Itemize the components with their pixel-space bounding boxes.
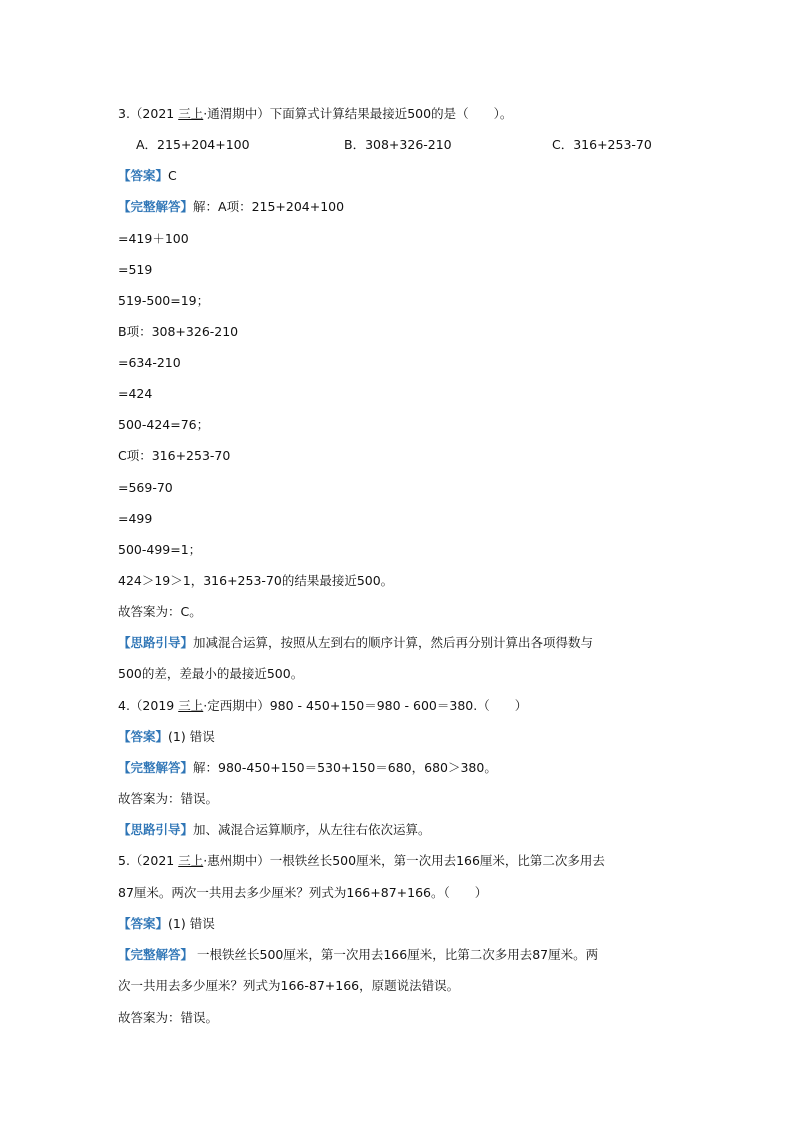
solution-label: 【完整解答】 [118,199,194,214]
q4-hint: 【思路引导】加、减混合运算顺序，从左往右依次运算。 [118,822,431,837]
option-a: A．215+204+100 [136,137,250,152]
question-5-stem: 5.（2021 三上·惠州期中）一根铁丝长500厘米，第一次用去166厘米，比第二次多用去 [118,853,605,868]
q3-hint: 【思路引导】加减混合运算，按照从左到右的顺序计算，然后再分别计算出各项得数与 [118,635,594,650]
q3-step: =419＋100 [118,231,189,246]
term-label: 三上 [178,106,204,121]
answer-label: 【答案】 [118,168,169,183]
q4-answer: 【答案】(1) 错误 [118,729,215,744]
solution-label: 【完整解答】 [118,760,194,775]
q3-step: B项：308+326-210 [118,324,239,339]
q3-step: =519 [118,262,153,277]
option-c: C．316+253-70 [552,137,652,152]
q3-step: 519-500=19； [118,293,210,308]
q5-conclusion: 故答案为：错误。 [118,1010,219,1025]
q3-answer: 【答案】C [118,168,177,183]
option-b: B．308+326-210 [344,137,452,152]
term-label: 三上 [178,698,204,713]
q3-step: 424＞19＞1，316+253-70的结果最接近500。 [118,573,394,588]
q3-step: =634-210 [118,355,181,370]
question-3-stem: 3.（2021 三上·通渭期中）下面算式计算结果最接近500的是（ ）。 [118,106,513,121]
q3-solution: 【完整解答】解：A项：215+204+100 [118,199,345,214]
q3-step: 500-424=76； [118,417,210,432]
answer-label: 【答案】 [118,916,169,931]
q5-solution: 【完整解答】 一根铁丝长500厘米，第一次用去166厘米，比第二次多用去87厘米。两 [118,947,599,962]
q3-conclusion: 故答案为：C。 [118,604,202,619]
question-5-stem-cont: 87厘米。两次一共用去多少厘米？列式为166+87+166。（ ） [118,885,488,900]
q4-conclusion: 故答案为：错误。 [118,791,219,806]
answer-label: 【答案】 [118,729,169,744]
q3-step: =424 [118,386,153,401]
q4-solution: 【完整解答】解：980-450+150＝530+150＝680，680＞380。 [118,760,497,775]
q3-step: =499 [118,511,153,526]
q3-step: C项：316+253-70 [118,448,231,463]
q3-hint-cont: 500的差，差最小的最接近500。 [118,666,304,681]
q3-step: =569-70 [118,480,173,495]
q5-solution-cont: 次一共用去多少厘米？列式为166-87+166，原题说法错误。 [118,978,460,993]
hint-label: 【思路引导】 [118,635,194,650]
hint-label: 【思路引导】 [118,822,194,837]
term-label: 三上 [178,853,204,868]
q3-step: 500-499=1； [118,542,202,557]
question-4-stem: 4.（2019 三上·定西期中）980 - 450+150＝980 - 600＝380.（ ） [118,698,528,713]
solution-label: 【完整解答】 [118,947,194,962]
q5-answer: 【答案】(1) 错误 [118,916,215,931]
